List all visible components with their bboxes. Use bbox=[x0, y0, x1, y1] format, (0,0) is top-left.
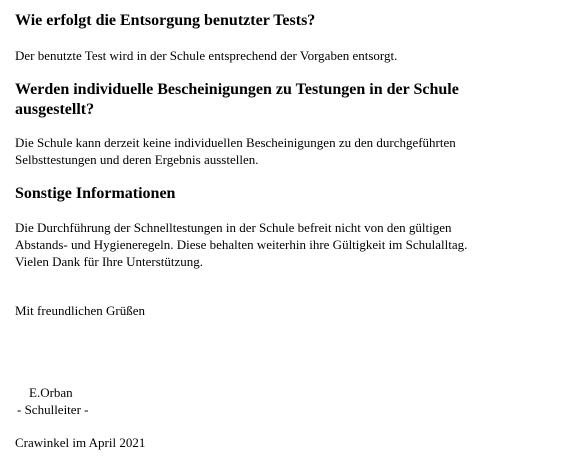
section-text-disposal bbox=[15, 47, 397, 64]
text-line: Selbsttestungen und deren Ergebnis ausstellen. bbox=[15, 152, 259, 167]
section-heading-other-info: Sonstige Informationen bbox=[15, 185, 176, 202]
signature-name: E.Orban bbox=[29, 385, 73, 400]
heading-line: Werden individuelle Bescheinigungen zu Testungen in der Schule bbox=[15, 81, 459, 98]
closing-greeting: Mit freundlichen Grüßen bbox=[15, 303, 145, 318]
text-line: Die Durchführung der Schnelltestungen in der Schule befreit nicht von den gültigen bbox=[15, 220, 452, 235]
signature-role: - Schulleiter - bbox=[17, 402, 89, 417]
section-heading-certificates bbox=[15, 80, 515, 120]
text-line: Die Schule kann derzeit keine individuellen Bescheinigungen zu den durchgeführten bbox=[15, 135, 456, 150]
section-text-certificates bbox=[15, 134, 555, 168]
heading-line: ausgestellt? bbox=[15, 101, 95, 118]
section-text-other-info bbox=[15, 219, 555, 270]
text-line: Der benutzte Test wird in der Schule entsprechend der Vorgaben entsorgt. bbox=[15, 48, 398, 63]
section-heading-disposal: Wie erfolgt die Entsorgung benutzter Tests? bbox=[15, 12, 316, 29]
text-line: Vielen Dank für Ihre Unterstützung. bbox=[15, 254, 204, 269]
text-line: Abstands- und Hygieneregeln. Diese behalten weiterhin ihre Gültigkeit im Schulalltag. bbox=[15, 237, 468, 252]
place-and-date: Crawinkel im April 2021 bbox=[15, 435, 146, 450]
